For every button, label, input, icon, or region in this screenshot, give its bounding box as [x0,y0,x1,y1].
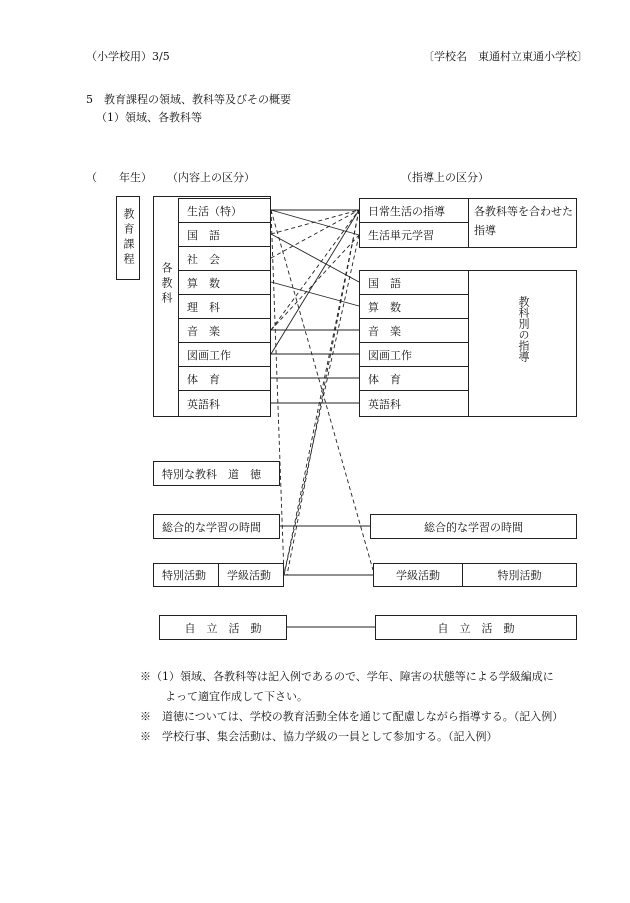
subjects-group-label-wrap [156,262,176,307]
special-right-1: 学級活動 [373,563,463,587]
independent-right: 自 立 活 動 [375,615,577,640]
dash-daily-to-class-left-2 [287,210,359,575]
left-subject-3: 社 会 [178,246,271,271]
integrated-left: 総合的な学習の時間 [153,514,280,539]
section-title: 5 教育課程の領域、教科等及びその概要 [86,93,291,106]
note-3: ※ 学校行事、集会活動は、協力学級の一員として参加する。（記入例） [140,730,498,743]
special-left-1: 特別活動 [153,563,219,587]
school-name: 〔学校名 東通村立東通小学校〕 [423,50,588,63]
dash-unit-to-class-left [284,235,359,575]
right-subject-5: 体 育 [359,366,469,391]
dash-society-to-daily [271,210,359,258]
right-subject-2: 算 数 [359,294,469,319]
right-subject-6: 英語科 [359,390,469,417]
moral-box: 特別な教科 道 徳 [153,461,280,486]
left-subject-7: 図画工作 [178,342,271,367]
left-subject-9: 英語科 [178,390,271,417]
combined-label: 各教科等を合わせた指導 [474,205,573,237]
right-subject-4: 図画工作 [359,342,469,367]
independent-left: 自 立 活 動 [159,615,287,640]
page-number: （小学校用）3/5 [86,50,170,63]
right-subject-3: 音 楽 [359,318,469,343]
integrated-right: 総合的な学習の時間 [370,514,577,539]
special-left-2: 学級活動 [218,563,284,587]
left-subject-2: 国 語 [178,222,271,247]
subject-guidance-label: 教科別の指導 [517,296,530,362]
line-life-to-unit [271,210,359,235]
grade-label: （ 年生） [86,171,152,184]
left-subject-8: 体 育 [178,366,271,391]
note-1-cont: よって適宜作成して下さい。 [165,690,308,703]
dash-japanese-to-daily [271,210,359,234]
right-combined-1: 日常生活の指導 [359,198,469,223]
dash-music-to-unit [271,235,359,330]
left-subject-6: 音 楽 [178,318,271,343]
guidance-heading: （指導上の区分） [401,171,489,184]
note-2: ※ 道徳については、学校の教育活動全体を通じて配慮しながら指導する。（記入例） [140,710,564,723]
dash-life-to-class-right [271,210,373,570]
line-japanese-to-japanese [271,234,359,282]
right-subject-1: 国 語 [359,270,469,295]
left-subject-1: 生活（特） [178,198,271,223]
left-subject-5: 理 科 [178,294,271,319]
special-right-2: 特別活動 [462,563,577,587]
note-1: ※（1）領域、各教科等は記入例であるので、学年、障害の状態等による学級編成に [140,670,554,683]
curriculum-label: 教育課程 [122,208,135,268]
right-combined-2: 生活単元学習 [359,222,469,248]
content-heading: （内容上の区分） [167,171,255,184]
section-subtitle: （1）領域、各教科等 [96,111,202,124]
left-subject-4: 算 数 [178,270,271,295]
subjects-group-label: 各教科 [160,262,173,307]
subject-guidance-label-wrap [513,296,533,362]
curriculum-label-box [116,196,140,280]
line-art-to-daily [271,210,359,354]
line-math-to-math [271,282,359,306]
dash-daily-to-class-left-1 [284,210,359,575]
dash-music-to-daily [271,210,359,330]
